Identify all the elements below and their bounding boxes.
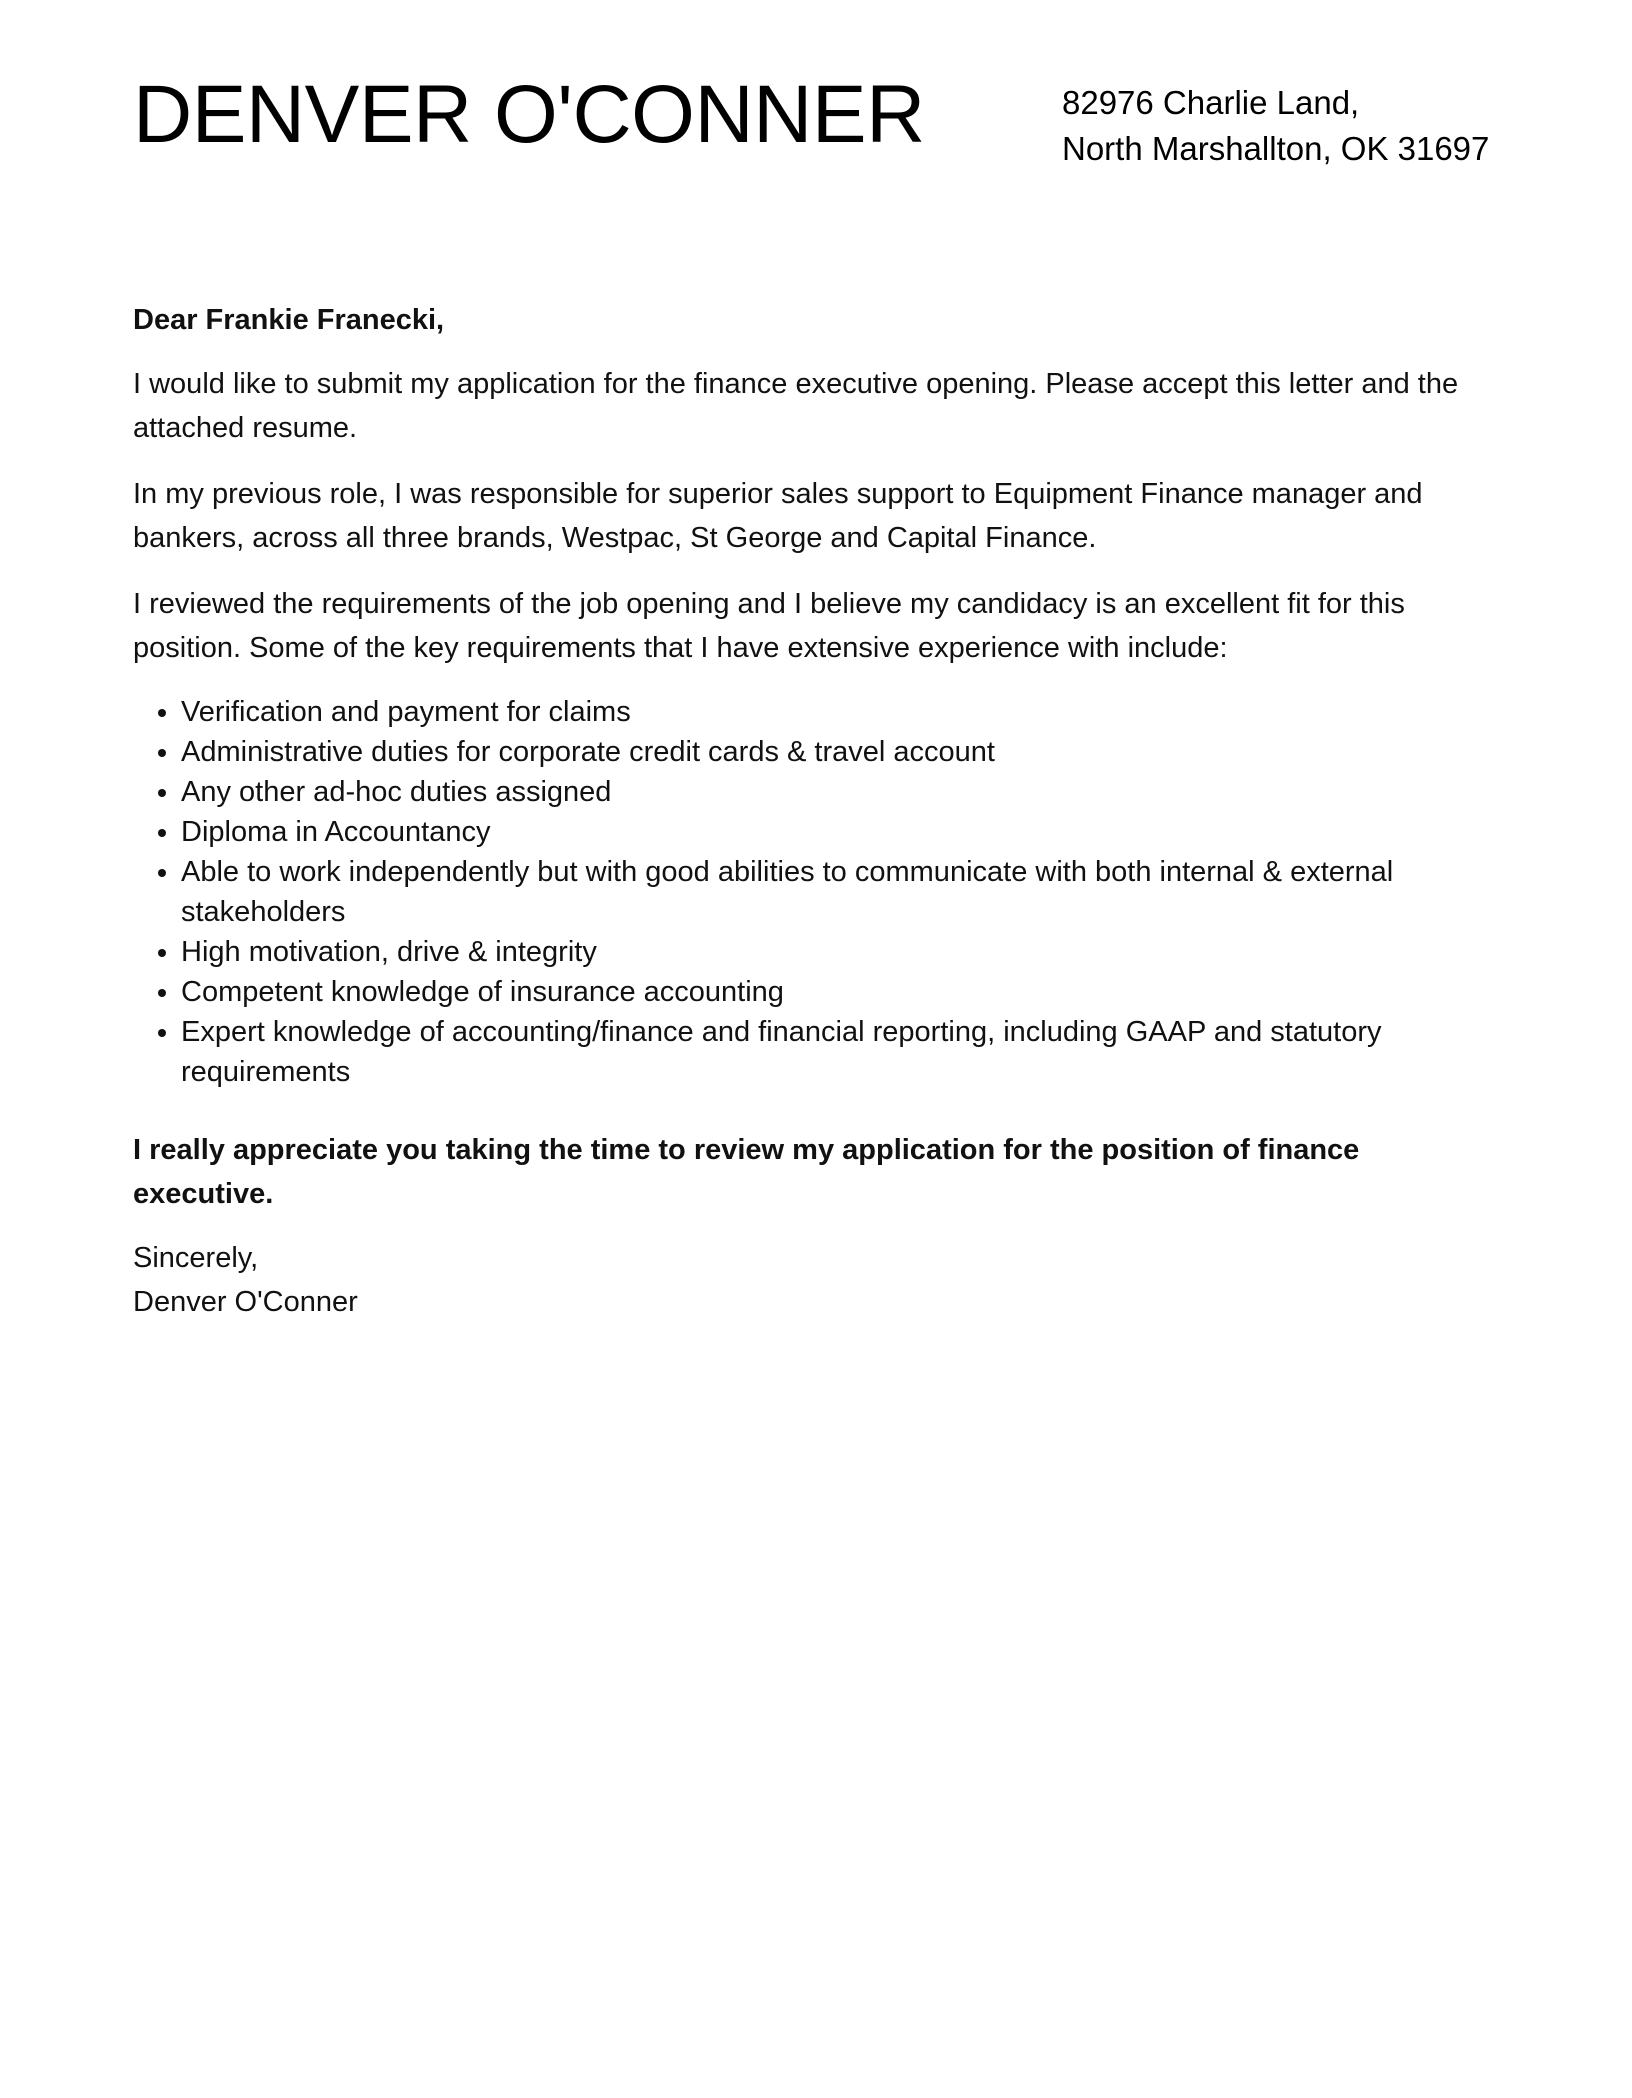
list-item: • Administrative duties for corporate credit cards & travel account xyxy=(181,732,1493,772)
signoff-text: Sincerely, xyxy=(133,1242,259,1274)
requirements-intro-paragraph: I reviewed the requirements of the job opening and I believe my candidacy is an excellent fit for this position. Some of the key requirements that I have extensive experience with include: xyxy=(133,588,1405,664)
list-item: • Diploma in Accountancy xyxy=(181,812,1493,852)
list-item: • Able to work independently but with good abilities to communicate with both internal & external stakeholders xyxy=(181,852,1493,932)
closing-paragraph: I really appreciate you taking the time to review my application for the position of finance executive. xyxy=(133,1134,1360,1210)
address-line-1: 82976 Charlie Land, xyxy=(1062,84,1360,121)
requirements-list xyxy=(133,692,1493,1092)
signoff-block xyxy=(133,1236,1493,1324)
applicant-name: DENVER O'CONNER xyxy=(133,69,925,160)
address-line-2: North Marshallton, OK 31697 xyxy=(1062,130,1490,167)
list-item: • Competent knowledge of insurance accounting xyxy=(181,972,1493,1012)
applicant-address xyxy=(1062,80,1489,172)
letter-body xyxy=(133,298,1493,1324)
list-item: • Any other ad-hoc duties assigned xyxy=(181,772,1493,812)
signature-name: Denver O'Conner xyxy=(133,1286,358,1318)
list-item: • Verification and payment for claims xyxy=(181,692,1493,732)
list-item: • Expert knowledge of accounting/finance and financial reporting, including GAAP and statutory requirements xyxy=(181,1012,1493,1092)
intro-paragraph: I would like to submit my application for the finance executive opening. Please accept this letter and the attached resume. xyxy=(133,368,1459,444)
list-item: • High motivation, drive & integrity xyxy=(181,932,1493,972)
salutation: Dear Frankie Franecki, xyxy=(133,304,445,336)
experience-paragraph: In my previous role, I was responsible for superior sales support to Equipment Finance manager and bankers, across all three brands, Westpac, St George and Capital Finance. xyxy=(133,478,1423,554)
